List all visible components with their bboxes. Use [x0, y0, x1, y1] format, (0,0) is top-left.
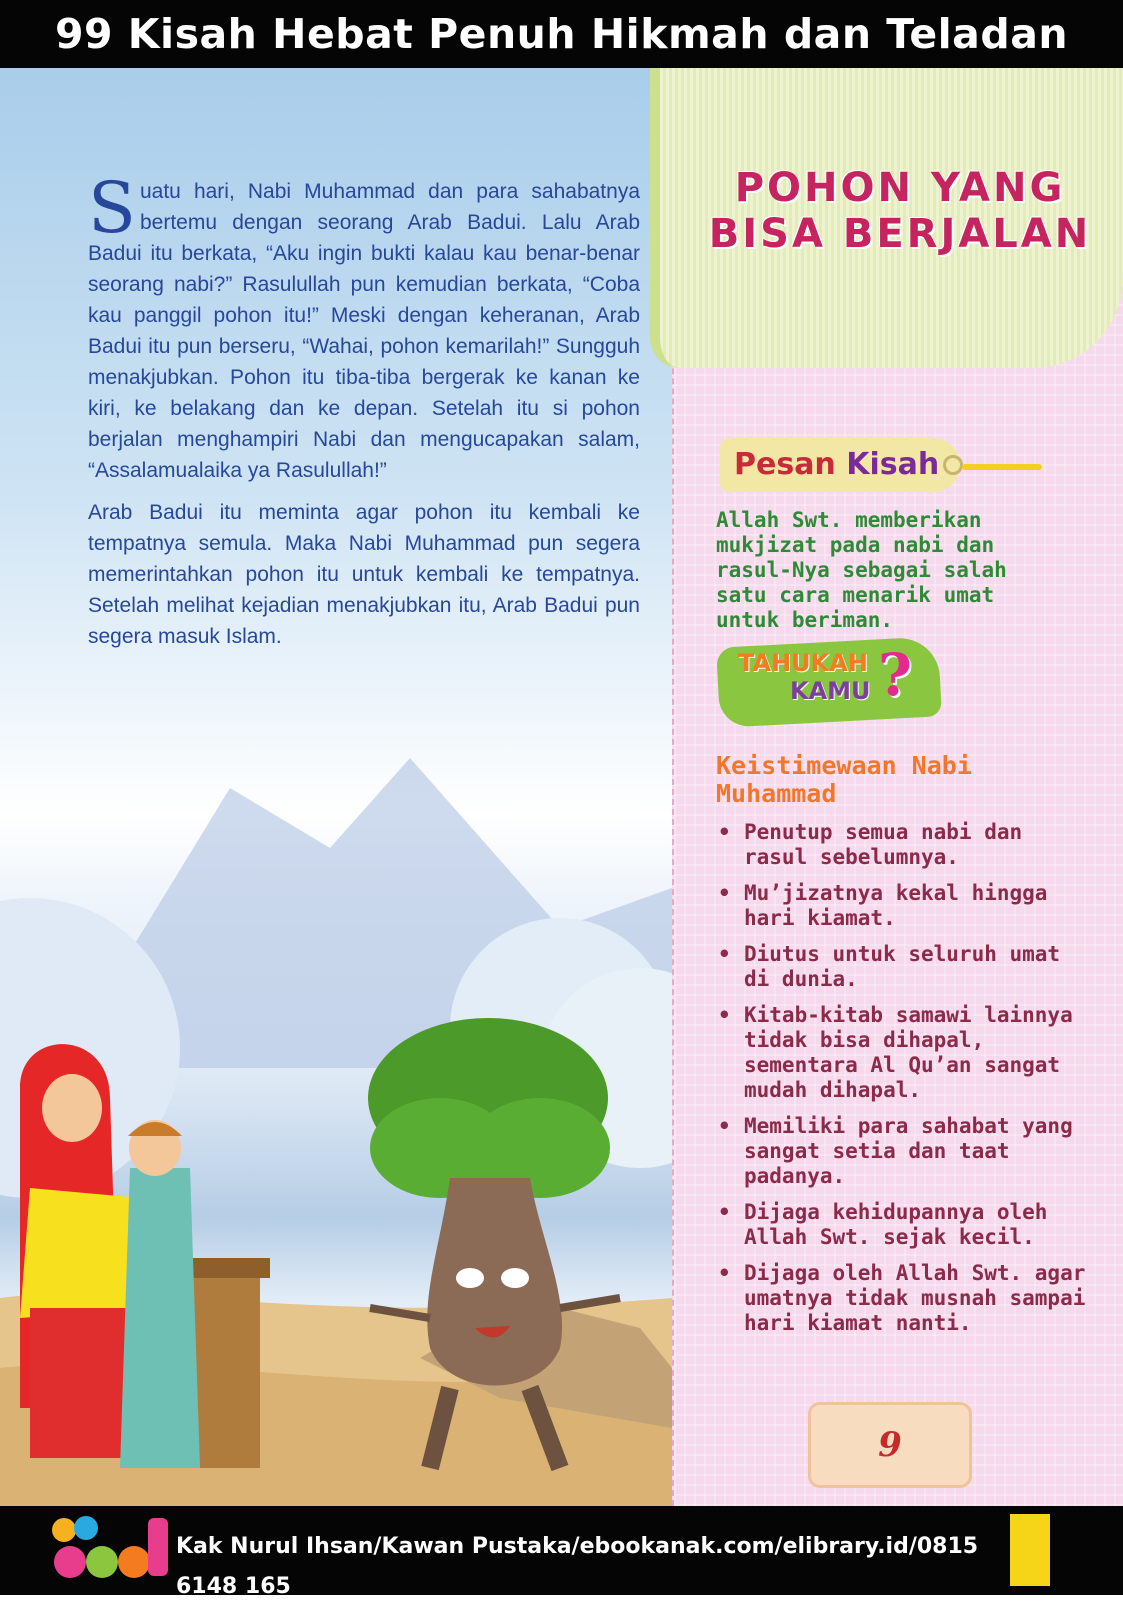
- footer-credits: Kak Nurul Ihsan/Kawan Pustaka/ebookanak.com/elibrary.id/0815 6148 165: [176, 1534, 979, 1599]
- story-paragraph-1: Suatu hari, Nabi Muhammad dan para sahabatnya bertemu dengan seorang Arab Badui. Lalu Arab Badui itu berkata, “Aku ingin bukti kalau kau benar-benar seorang nabi?” Rasulullah pun kemudian berkata, “Coba kau panggil pohon itu!” Meski dengan keheranan, Arab Badui itu pun berseru, “Wahai, pohon kemarilah!” Sungguh menakjubkan. Pohon itu tiba-tiba bergerak ke kanan ke kiri, ke belakang dan ke depan. Setelah itu si pohon berjalan menghampiri Nabi dan mengucapakan salam, “Assalamualaika ya Rasulullah!”: [88, 167, 640, 482]
- list-item: • Mu’jizatnya kekal hingga hari kiamat.: [716, 881, 1086, 931]
- facts-title: Keistimewaan Nabi Muhammad: [716, 751, 972, 808]
- moral-text: Allah Swt. memberikan mukjizat pada nabi dan rasul-Nya sebagai salah satu cara menarik umat untuk beriman.: [716, 508, 1007, 632]
- tag-label-a: Pesan: [734, 447, 836, 482]
- pesan-kisah-tag: [720, 438, 960, 492]
- list-item: • Kitab-kitab samawi lainnya tidak bisa dihapal, sementara Al Qu’an sangat mudah dihapal.: [716, 1003, 1086, 1103]
- ebookanak-logo: [50, 1512, 172, 1582]
- tag-label-b: Kisah: [846, 447, 940, 482]
- story-paragraph-2: Arab Badui itu meminta agar pohon itu kembali ke tempatnya semula. Maka Nabi Muhammad pun segera memerintahkan pohon itu untuk kembali ke tempatnya. Setelah melihat kejadian menakjubkan itu, Arab Badui pun segera masuk Islam.: [88, 501, 640, 648]
- badge-text-line2: KAMU: [790, 677, 871, 705]
- list-item: • Memiliki para sahabat yang sangat setia dan taat padanya.: [716, 1114, 1086, 1189]
- story-text: [88, 167, 640, 663]
- page-number: 9: [808, 1402, 972, 1488]
- tag-hole-icon: [943, 455, 963, 475]
- list-item: • Diutus untuk seluruh umat di dunia.: [716, 942, 1086, 992]
- drop-cap: S: [88, 167, 136, 249]
- list-item: • Penutup semua nabi dan rasul sebelumnya.: [716, 820, 1086, 870]
- illustration-scene: [0, 68, 672, 1506]
- story-title: POHON YANG BISA BERJALAN: [708, 165, 1092, 257]
- question-mark-icon: ?: [878, 641, 912, 709]
- list-item: • Dijaga oleh Allah Swt. agar umatnya tidak musnah sampai hari kiamat nanti.: [716, 1261, 1086, 1336]
- list-item: • Dijaga kehidupannya oleh Allah Swt. sejak kecil.: [716, 1200, 1086, 1250]
- facts-list: [716, 820, 1086, 1347]
- tag-string-icon: [962, 464, 1042, 470]
- badge-text-line1: TAHUKAH: [738, 649, 868, 677]
- elibrary-logo-icon: [1010, 1514, 1050, 1586]
- page-header-title: 99 Kisah Hebat Penuh Hikmah dan Teladan: [0, 0, 1123, 68]
